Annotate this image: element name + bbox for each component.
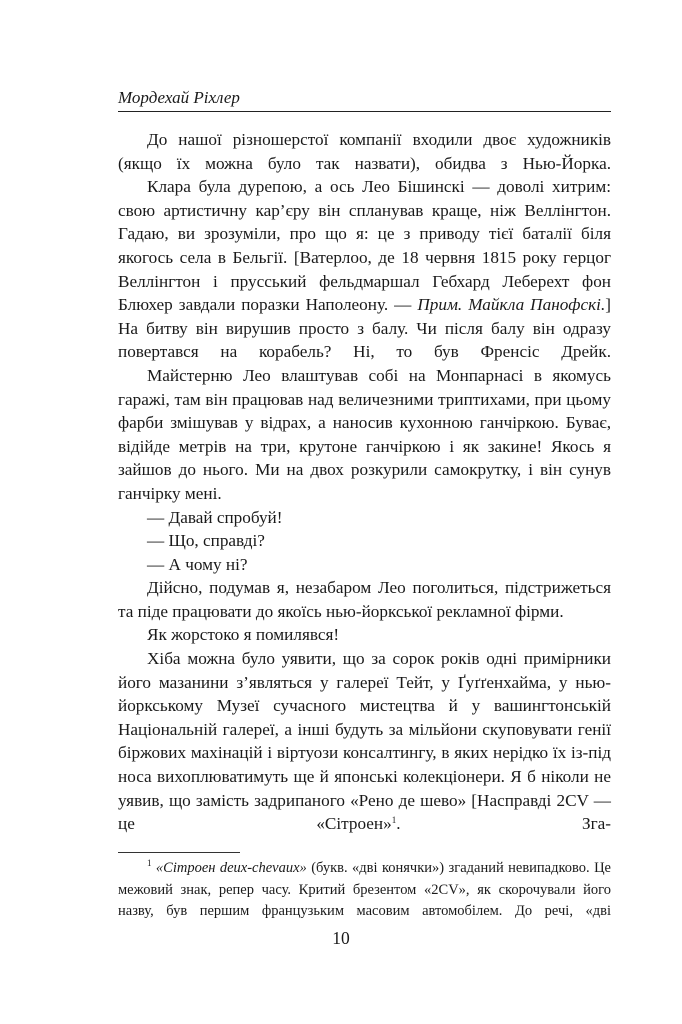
footnote-marker: 1 bbox=[391, 815, 397, 826]
paragraph: Майстерню Лео влаштував собі на Монпарнасі в якомусь гаражі, там він працював над величезними триптихами, при цьому фарби змішував у відрах, а наносив кухонною ганчіркою. Буває, відійде метрів на три, крутоне ганчіркою і як закине! Якось я зайшов до нього. Ми на двох розкурили самокрутку, і він сунув ганчірку мені. bbox=[118, 365, 611, 503]
footnote: $^1$ «Сітроен deux-chevaux» (букв. «дві конячки») згаданий невипадково. Це межовий знак, репер часу. Критий брезентом «2CV», як скорочували його назву, був першим французьким масовим автомобілем. До речі, «дві bbox=[118, 858, 611, 919]
paragraph: Клара була дурепою, а ось Лео Бішинскі — доволі хитрим: свою артистичну кар’єру він спланував краще, ніж Веллінгтон. Гадаю, ви зрозуміли, про що я: це з приводу тієї баталії біля якогось села в Бельгії. [Ватерлоо, де 18 червня 1815 року герцог Веллінгтон і прусський фельдмаршал Гебхард Леберехт фон Блюхер завдали поразки Наполеону. — Прим. Майкла Панофскі.] На битву він вирушив просто з балу. Чи після балу він одразу повертався на корабель? Ні, то був Френсіс Дрейк. bbox=[118, 177, 611, 362]
paragraph: До нашої різношерстої компанії входили двоє художників (якщо їх можна було так назвати), обидва з Нью-Йорка. bbox=[118, 130, 611, 173]
paragraph: Хіба можна було уявити, що за сорок років одні примірники його мазанини з’являться у галереї Тейт, у Ґуґґенхайма, у нью-йоркському Музеї сучасного мистецтва й у вашингтонській Національній галереї, а інші будуть за мільйони скуповувати генії біржових махінацій і віртуози консалтингу, в яких нерідко їх із-під носа вихоплюватимуть ще й японські колекціонери. Я б ніколи не уявив, що замість задрипаного «Рено де шево» [Насправді 2CV — це «Сітроен»$^1$. Зга- bbox=[118, 649, 612, 834]
paragraph: Як жорстоко я помилявся! bbox=[147, 625, 340, 645]
dialogue-line: — Що, справді? bbox=[147, 531, 265, 551]
running-header-author: Мордехай Ріхлер bbox=[118, 88, 240, 107]
dialogue-line: — Давай спробуй! bbox=[147, 507, 283, 527]
header-rule bbox=[118, 111, 611, 112]
footnote-italic: «Сітроен deux-chevaux» bbox=[155, 860, 307, 876]
footnote-rule bbox=[118, 852, 240, 853]
editor-note-italic: Прим. Майкла Панофскі. bbox=[417, 295, 606, 315]
page-number: 10 bbox=[332, 928, 350, 948]
paragraph: Дійсно, подумав я, незабаром Лео поголиться, підстрижеться та піде працювати до якоїсь нью-йоркської рекламної фірми. bbox=[118, 578, 611, 621]
body-text bbox=[118, 128, 611, 836]
footnote-number: 1 bbox=[147, 858, 152, 868]
dialogue-line: — А чому ні? bbox=[147, 554, 248, 574]
